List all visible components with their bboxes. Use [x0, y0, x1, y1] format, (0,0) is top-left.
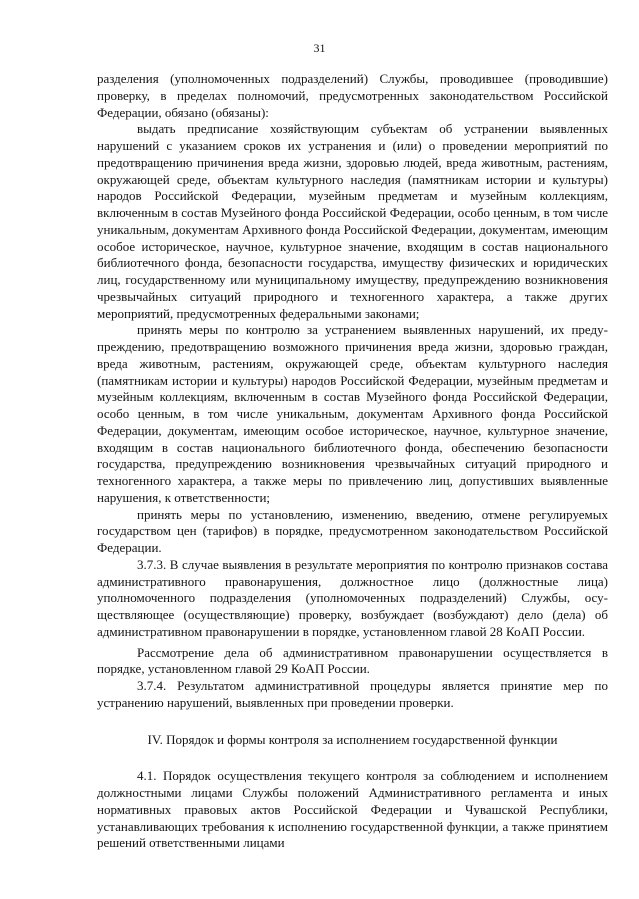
paragraph-case-review: Рассмотрение дела об административном правонарушении осуществляется в порядке, установленном главой 29 КоАП России. — [97, 644, 608, 677]
paragraph-3-7-3: 3.7.3. В случае выявления в результате мероприятия по контролю признаков состава административного правонарушения, должностное лицо (должностные лица) уполномоченного подразделения (уполномоченных подразделений) Службы, осуществляющее (осуществляющие) проверку, возбуждает (возбуждают) дело (дела) об административном правонарушении в порядке, установленном главой 28 КоАП России. — [97, 556, 608, 639]
paragraph-issue-order: выдать предписание хозяйствующим субъектам об устранении выявленных нарушений с указанием сроков их устранения и (или) о проведении мероприятий по предотвращению причинения вреда жизни, здоровью людей, вреда животным, растениям, окружающей среде, объектам культурного наследия (памятникам истории и культуры) народов Российской Федерации, музейным предметам и музейным коллекциям, включенным в состав Музейного фонда Российской Федерации, особо ценным, в том числе уникальным, документам Архивного фонда Российской Федерации, документам, имеющим особое историческое, научное, культурное значение, входящим в состав национального библиотечного фонда, безопасности государства, имуществу физических и юридических лиц, государственному или муниципальному имуществу, предупреждению возникновения чрезвычайных ситуаций природного и техногенного характера, а также других мероприятий, предусмотренных федеральными законами; — [97, 121, 608, 321]
paragraph-control-measures: принять меры по контролю за устранением выявленных нарушений, их предупреждению, предотвращению возможного причинения вреда жизни, здоровью граждан, вреда животным, растениям, окружающей среде, объектам культурного наследия (памятникам истории и культуры) народов Российской Федерации, музейным предметам и музейным коллекциям, включенным в состав Музейного фонда Российской Федерации, особо ценным, в том числе уникальным, документам Архивного фонда Российской Федерации, документам, имеющим особое историческое, научное, культурное значение, входящим в состав национального библиотечного фонда, обеспечению безопасности государства, предупреждению возникновения чрезвычайных ситуаций природного и техногенного характера, а также меры по привлечению лиц, допустивших выявленные нарушения, к ответственности; — [97, 322, 608, 505]
document-body — [97, 71, 608, 852]
page-number: 31 — [313, 41, 326, 55]
paragraph-price-measures: принять меры по установлению, изменению, введению, отмене регулируемых государством цен (тарифов) в порядке, предусмотренном законодательством Российской Федерации. — [97, 506, 608, 555]
paragraph-3-7-4: 3.7.4. Результатом административной процедуры является принятие мер по устранению нарушений, выявленных при проведении проверки. — [97, 678, 608, 710]
paragraph-4-1: 4.1. Порядок осуществления текущего контроля за соблюдением и исполнением должностными лицами Службы положений Административного регламента и иных нормативных правовых актов Российской Федерации и Чувашской Республики, устанавливающих требования к исполнению государственной функции, а также принятием решений ответственными лицами — [97, 768, 608, 851]
paragraph-continuation: разделения (уполномоченных подразделений) Службы, проводившее (проводившие) проверку, в пределах полномочий, предусмотренных законодательством Российской Федерации, обязано (обязаны): — [97, 71, 608, 120]
section-heading: IV. Порядок и формы контроля за исполнением государственной функции — [147, 731, 558, 747]
